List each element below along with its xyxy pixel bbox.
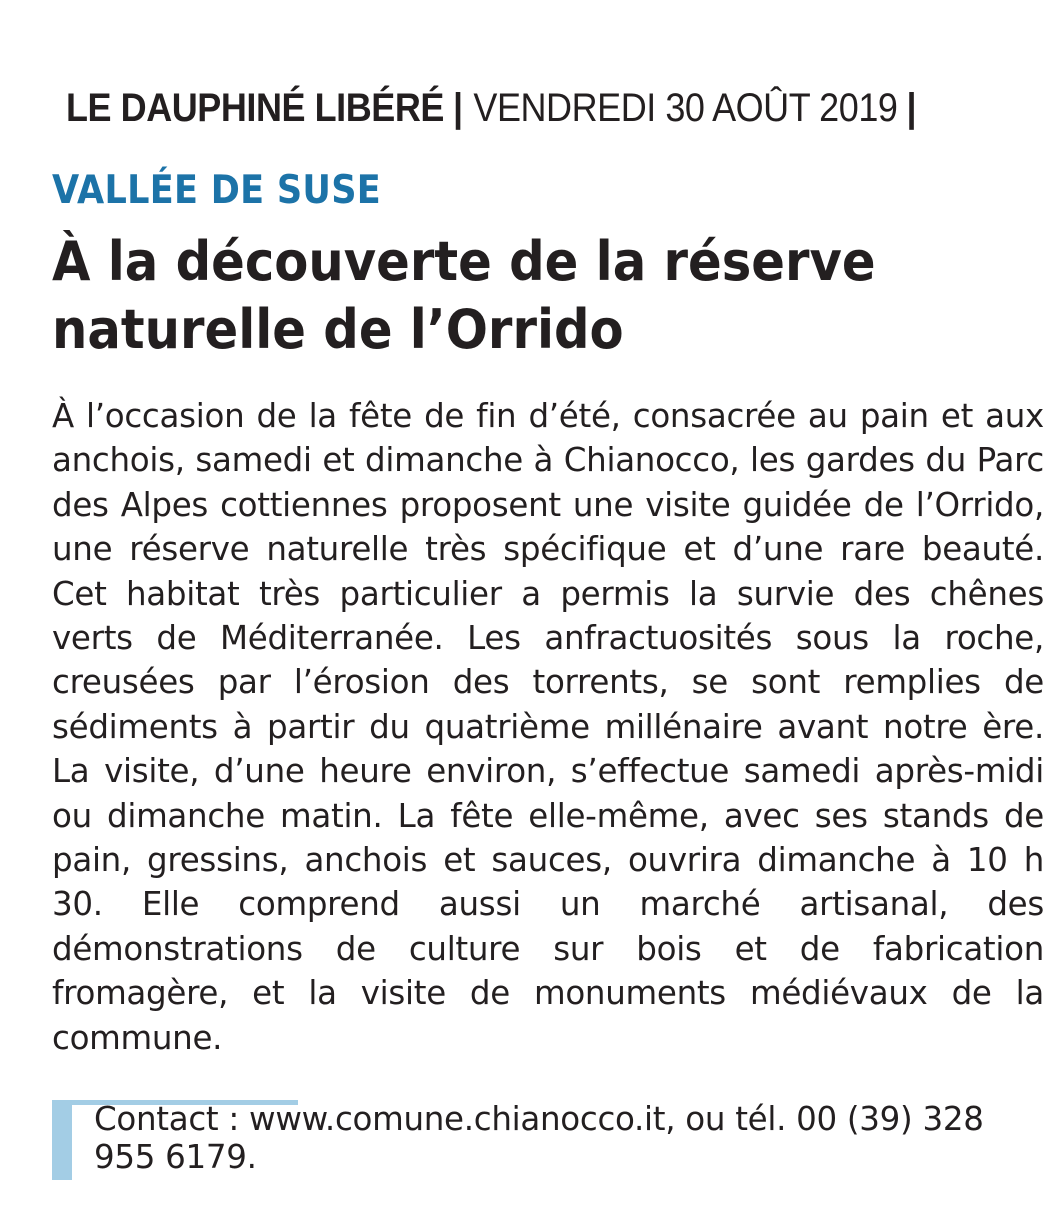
publication-date: VENDREDI 30 AOÛT 2019 xyxy=(473,85,898,130)
publication-name: LE DAUPHINÉ LIBÉRÉ xyxy=(66,85,444,130)
masthead-separator: | xyxy=(452,85,463,130)
contact-box xyxy=(52,1100,1044,1180)
masthead-separator-end: | xyxy=(906,85,917,130)
article-body: À l’occasion de la fête de fin d’été, consacrée au pain et aux anchois, samedi et dimanche à Chianocco, les gardes du Parc des Alpes cottiennes proposent une visite guidée de l’Orrido, une réserve naturelle très spécifique et d’une rare beauté. Cet habitat très particulier a permis la survie des chênes verts de Méditerranée. Les anfractuosités sous la roche, creusées par l’érosion des torrents, se sont remplies de sédiments à partir du quatrième millénaire avant notre ère. La visite, d’une heure environ, s’effectue samedi après-midi ou dimanche matin. La fête elle-même, avec ses stands de pain, gressins, anchois et sauces, ouvrira dimanche à 10 h 30. Elle comprend aussi un marché artisanal, des démonstrations de culture sur bois et de fabrication fromagère, et la visite de monuments médiévaux de la commune. xyxy=(52,397,1044,1057)
article-kicker: VALLÉE DE SUSE xyxy=(52,168,382,213)
masthead xyxy=(66,80,948,136)
article-headline: À la découverte de la réserve naturelle de l’Orrido xyxy=(52,230,876,361)
contact-accent-bar xyxy=(52,1104,72,1180)
contact-info: Contact : www.comune.chianocco.it, ou tél. 00 (39) 328 955 6179. xyxy=(94,1100,984,1176)
